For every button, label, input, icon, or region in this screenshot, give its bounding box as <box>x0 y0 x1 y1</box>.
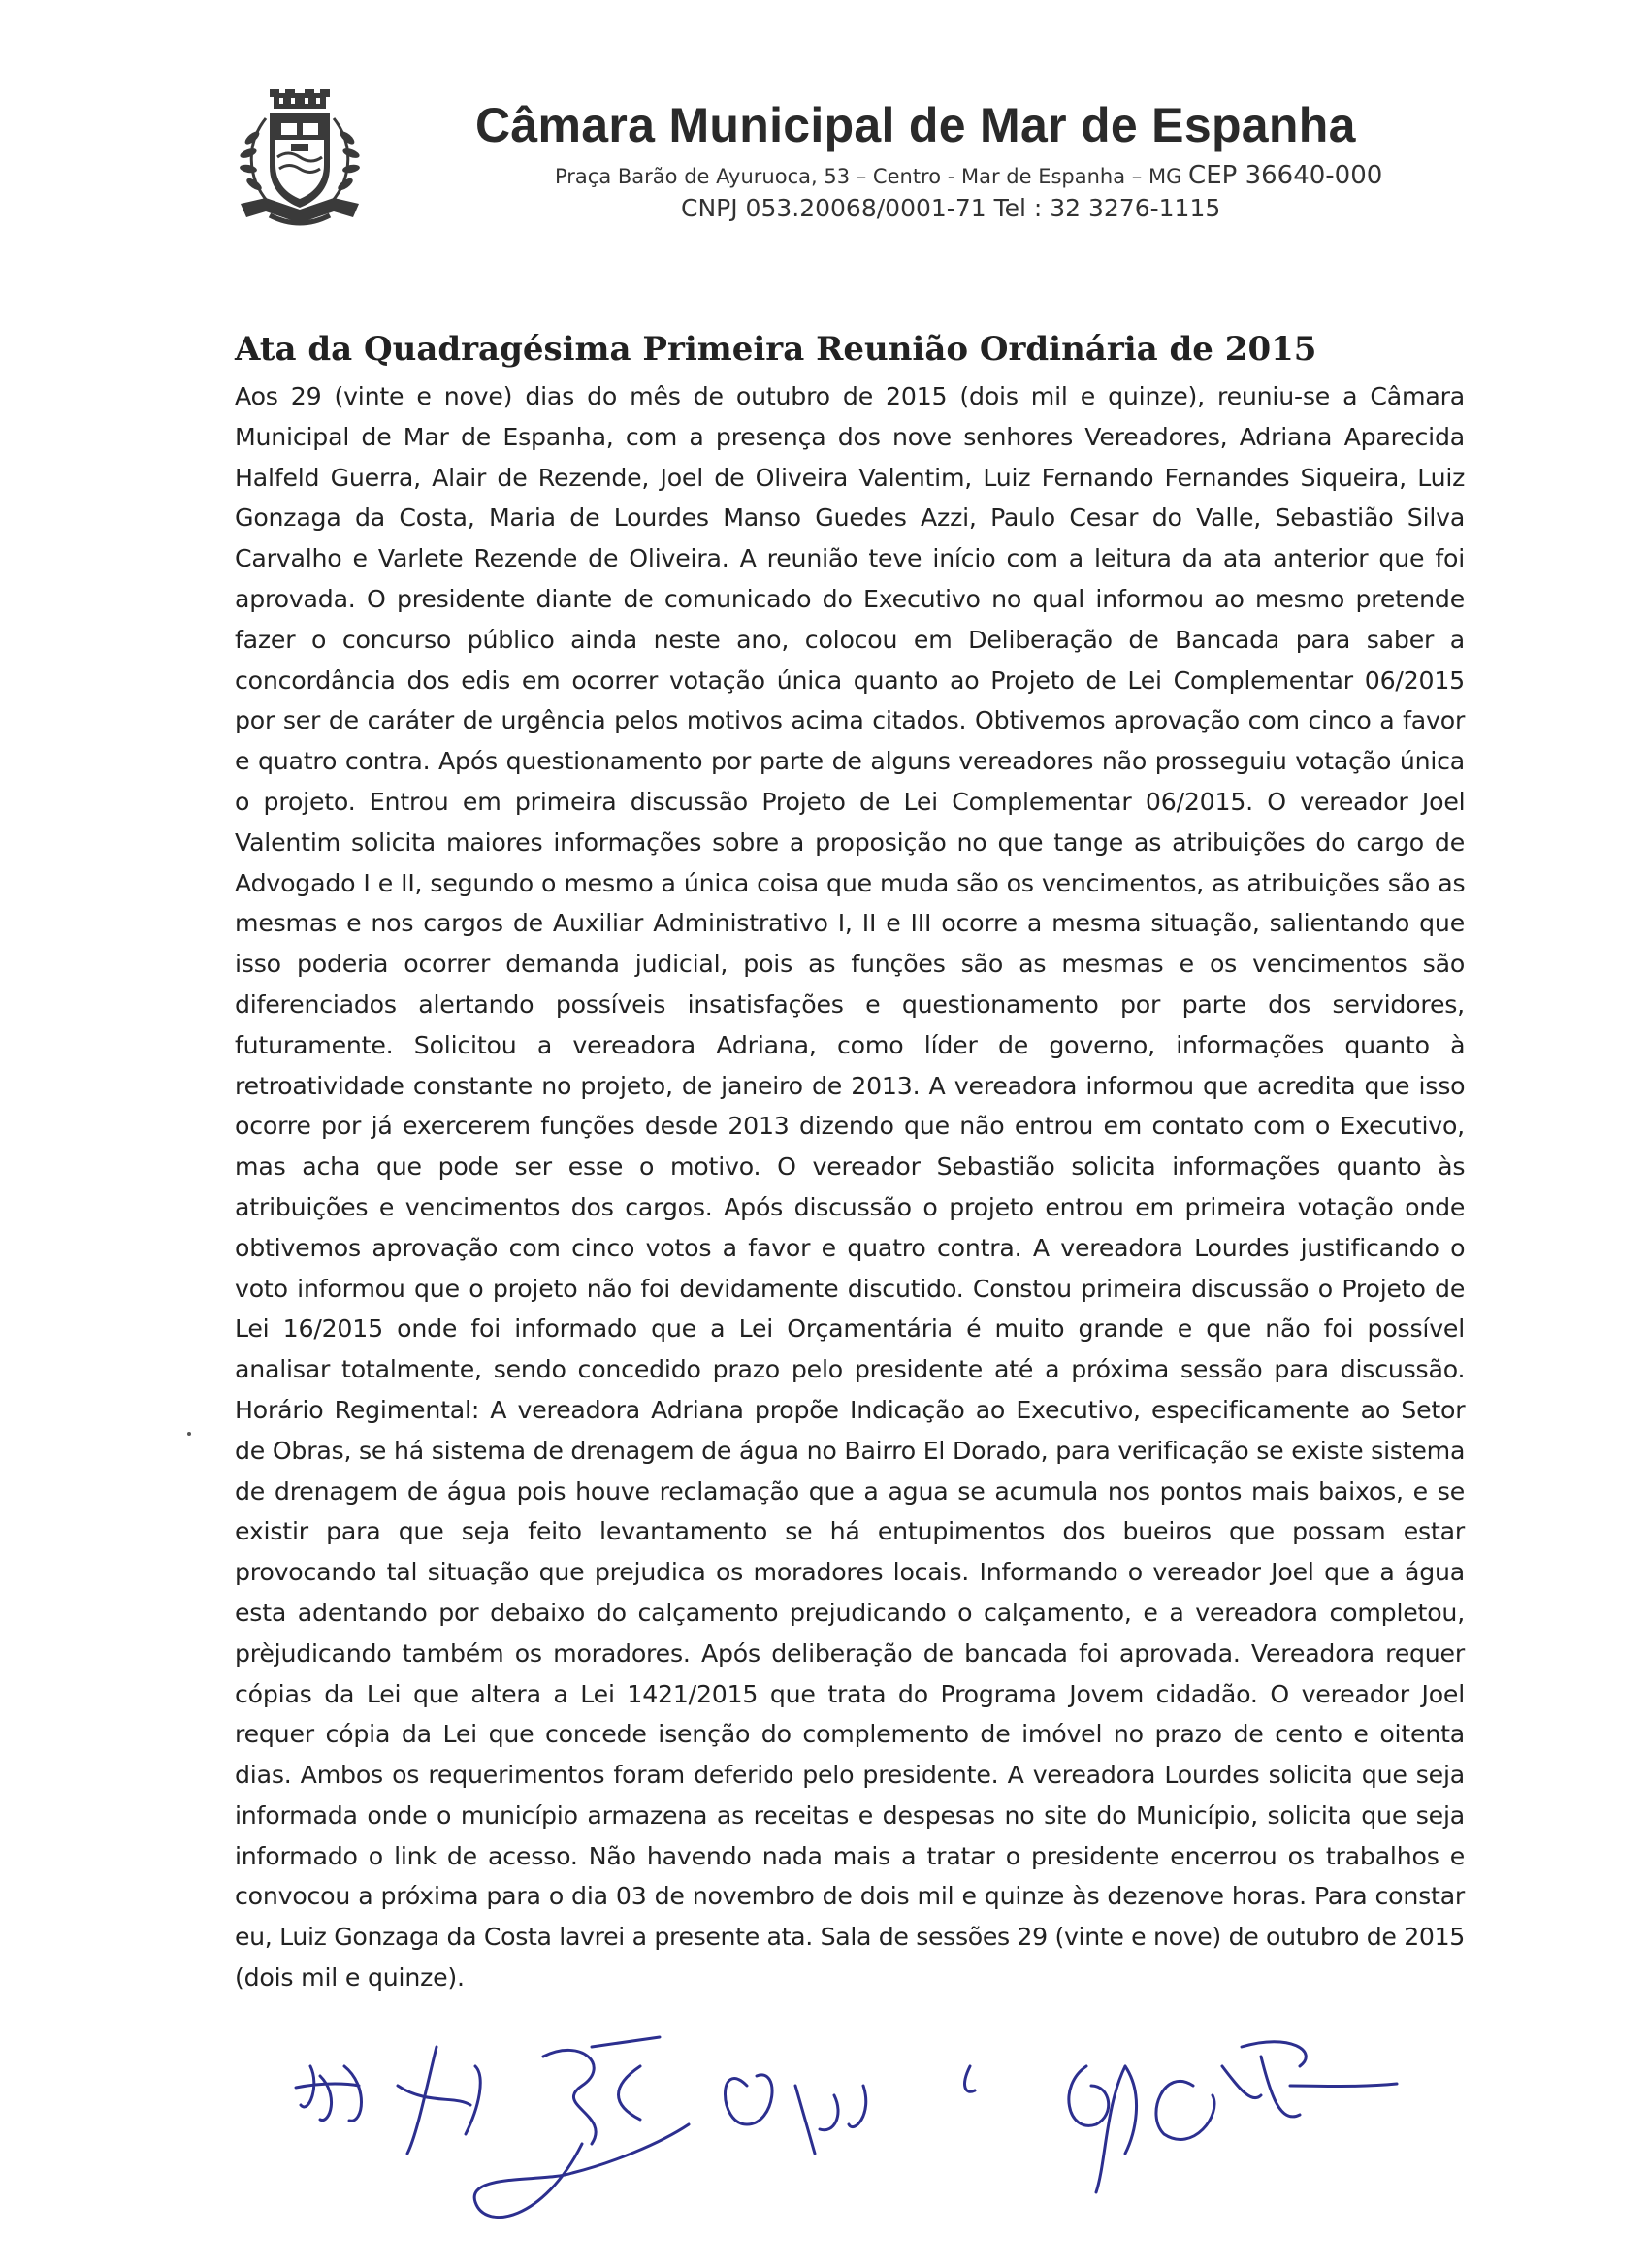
minutes-line: requer cópia da Lei que concede isenção do complemento de imóvel no prazo de cento e oitenta <box>235 1720 1465 1749</box>
minutes-line: isso poderia ocorrer demanda judicial, pois as funções são as mesmas e os vencimentos são <box>235 950 1466 979</box>
minutes-line: retroatividade constante no projeto, de janeiro de 2013. A vereadora informou que acredita que isso <box>235 1071 1466 1100</box>
minutes-line: diferenciados alertando possíveis insatisfações e questionamento por parte dos servidores, <box>235 989 1465 1019</box>
institution-address <box>555 161 1428 190</box>
minutes-line: voto informou que o projeto não foi devidamente discutido. Constou primeira discussão o Projeto de <box>235 1274 1466 1303</box>
minutes-line: atribuições e vencimentos dos cargos. Após discussão o projeto entrou em primeira votação onde <box>235 1192 1466 1221</box>
minutes-line: prèjudicando também os moradores. Após deliberação de bancada foi aprovada. Vereadora requer <box>235 1638 1465 1668</box>
minutes-line: por ser de caráter de urgência pelos motivos acima citados. Obtivemos aprovação com cinco a favor <box>235 706 1466 735</box>
minutes-line: o projeto. Entrou em primeira discussão Projeto de Lei Complementar 06/2015. O vereador Joel <box>235 787 1466 816</box>
minutes-line: Valentim solicita maiores informações sobre a proposição no que tange as atribuições do cargo de <box>235 827 1465 857</box>
minutes-line: informada onde o município armazena as receitas e despesas no site do Município, solicita que seja <box>235 1800 1465 1830</box>
minutes-line: e quatro contra. Após questionamento por parte de alguns vereadores não prosseguiu votação única <box>235 747 1466 776</box>
minutes-line: Gonzaga da Costa, Maria de Lourdes Manso Guedes Azzi, Paulo Cesar do Valle, Sebastião Silva <box>235 503 1466 533</box>
minutes-line: Horário Regimental: A vereadora Adriana propõe Indicação ao Executivo, especificamente ao Setor <box>235 1395 1466 1424</box>
minutes-line: ocorre por já exercerem funções desde 2013 dizendo que não entrou em contato com o Executivo, <box>235 1112 1465 1141</box>
minutes-body <box>235 376 1465 1998</box>
minutes-line: mesmas e nos cargos de Auxiliar Administrativo I, II e III ocorre a mesma situação, salientando que <box>235 909 1465 938</box>
minutes-line: futuramente. Solicitou a vereadora Adriana, como líder de governo, informações quanto à <box>235 1030 1466 1059</box>
minutes-line: de drenagem de água pois houve reclamação que a agua se acumula nos pontos mais baixos, e se <box>235 1476 1465 1506</box>
minutes-line: obtivemos aprovação com cinco votos a favor e quatro contra. A vereadora Lourdes justificando o <box>235 1233 1466 1262</box>
minutes-line: Lei 16/2015 onde foi informado que a Lei Orçamentária é muito grande e que não foi possível <box>235 1314 1465 1344</box>
minutes-line: provocando tal situação que prejudica os moradores locais. Informando o vereador Joel que a água <box>235 1558 1465 1587</box>
minutes-line: mas acha que pode ser esse o motivo. O vereador Sebastião solicita informações quanto às <box>235 1152 1466 1182</box>
minutes-line: Carvalho e Varlete Rezende de Oliveira. A reunião teve início com a leitura da ata anterior que foi <box>235 544 1465 573</box>
minutes-line: Aos 29 (vinte e nove) dias do mês de outubro de 2015 (dois mil e quinze), reuniu-se a Câmara <box>235 382 1465 410</box>
address-text: Praça Barão de Ayuruoca, 53 – Centro - Mar de Espanha – MG <box>555 165 1182 188</box>
document-title: Ata da Quadragésima Primeira Reunião Ordinária de 2015 <box>235 330 1317 369</box>
minutes-line: Municipal de Mar de Espanha, com a presença dos nove senhores Vereadores, Adriana Aparecida <box>235 422 1465 451</box>
minutes-line: eu, Luiz Gonzaga da Costa lavrei a presente ata. Sala de sessões 29 (vinte e nove) de outubro de 2015 <box>235 1923 1465 1952</box>
handwritten-signatures <box>291 2027 1513 2260</box>
institution-name: Câmara Municipal de Mar de Espanha <box>475 98 1356 152</box>
minutes-line: analisar totalmente, sendo concedido prazo pelo presidente até a próxima sessão para discussão. <box>235 1355 1466 1384</box>
postal-code: CEP 36640-000 <box>1188 161 1383 190</box>
minutes-line: dias. Ambos os requerimentos foram deferido pelo presidente. A vereadora Lourdes solicita que seja <box>235 1761 1465 1790</box>
minutes-line: de Obras, se há sistema de drenagem de água no Bairro El Dorado, para verificação se existe sistema <box>235 1436 1466 1465</box>
minutes-line: existir para que seja feito levantamento se há entupimentos dos bueiros que possam estar <box>235 1517 1465 1546</box>
minutes-line: Halfeld Guerra, Alair de Rezende, Joel de Oliveira Valentim, Luiz Fernando Fernandes Siqueira, Luiz <box>235 463 1466 492</box>
minutes-line: cópias da Lei que altera a Lei 1421/2015 que trata do Programa Jovem cidadão. O vereador Joel <box>235 1679 1465 1708</box>
minutes-line: fazer o concurso público ainda neste ano, colocou em Deliberação de Bancada para saber a <box>235 625 1465 654</box>
minutes-line: aprovada. O presidente diante de comunicado do Executivo no qual informou ao mesmo pretende <box>235 584 1465 613</box>
minutes-line: convocou a próxima para o dia 03 de novembro de dois mil e quinze às dezenove horas. Para constar <box>235 1882 1466 1911</box>
minutes-line: concordância dos edis em ocorrer votação única quanto ao Projeto de Lei Complementar 06/2015 <box>235 665 1465 695</box>
minutes-line: informado o link de acesso. Não havendo nada mais a tratar o presidente encerrou os trabalhos e <box>235 1841 1465 1870</box>
minutes-line: (dois mil e quinze). <box>235 1963 465 1993</box>
coat-of-arms-icon <box>237 89 363 231</box>
institution-cnpj-phone: CNPJ 053.20068/0001-71 Tel : 32 3276-1115 <box>681 194 1221 222</box>
stray-mark <box>187 1432 191 1436</box>
minutes-line: Advogado I e II, segundo o mesmo a única coisa que muda são os vencimentos, as atribuições são as <box>235 868 1466 897</box>
minutes-line: esta adentando por debaixo do calçamento prejudicando o calçamento, e a vereadora completou, <box>235 1598 1465 1627</box>
